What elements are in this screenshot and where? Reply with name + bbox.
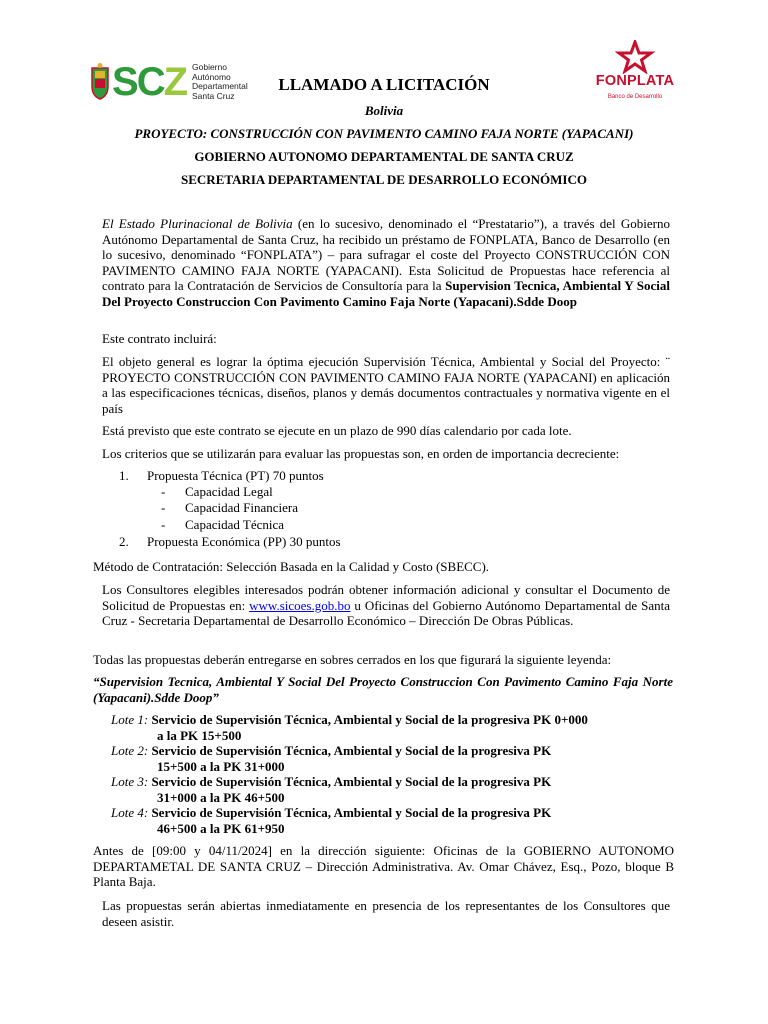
lot-label: Lote 2:: [111, 743, 149, 758]
secretariat-heading: SECRETARIA DEPARTAMENTAL DE DESARROLLO ECONÓMICO: [181, 172, 587, 187]
deadline-paragraph: Antes de [09:00 y 04/11/2024] en la dirección siguiente: Oficinas de la GOBIERNO AUTONOMO DEPARTAMETAL DE SANTA CRUZ – Dirección Administrativa. Av. Omar Chávez, Esq., Pozo, bloque B Planta Baja.: [93, 843, 674, 889]
lot-item: [111, 774, 633, 805]
sicoes-link[interactable]: www.sicoes.gob.bo: [249, 597, 351, 613]
scz-line: Gobierno: [192, 62, 227, 72]
lot-line: 31+000 a la PK 46+500: [157, 789, 285, 805]
lot-label: Lote 4:: [111, 805, 149, 820]
intro-state: El Estado Plurinacional de Bolivia: [102, 216, 293, 231]
intro-paragraph: [102, 216, 670, 309]
lot-line: 46+500 a la PK 61+950: [157, 820, 285, 836]
scz-line: Autónomo: [192, 71, 231, 82]
legend-text: “Supervision Tecnica, Ambiental Y Social Del Proyecto Construccion Con Pavimento Camino Faja Norte (Yapacani).Sdde Doop”: [93, 674, 673, 705]
consultants-after: u Oficinas del Gobierno Autónomo Departamental de Santa Cruz - Secretaria Departamental de Desarrollo Económico – Dirección De Obras Públicas.: [102, 597, 670, 628]
lot-item: [111, 805, 633, 836]
lot-label: Lote 3:: [111, 774, 149, 789]
sub-criteria-dash: -: [161, 517, 166, 532]
criteria-item: Propuesta Económica (PP) 30 puntos: [147, 534, 341, 549]
scz-line: Santa Cruz: [192, 90, 235, 101]
criteria-item: Propuesta Técnica (PT) 70 puntos: [147, 468, 324, 483]
scz-letter-c: C: [136, 60, 164, 104]
lot-item: [111, 712, 633, 743]
scz-letter-s: S: [112, 60, 137, 104]
sub-criteria-item: Capacidad Técnica: [185, 517, 285, 532]
method-paragraph: Método de Contratación: Selección Basada en la Calidad y Costo (SBECC).: [93, 559, 490, 574]
intro-text: (en lo sucesivo, denominado el “Prestatario”), a través del Gobierno Autónomo Departamental de Santa Cruz, ha recibido un préstamo de FONPLATA, Banco de Desarrollo (en lo sucesivo, denominado “FONPLATA”) – para sufragar el coste del Proyecto CONSTRUCCIÓN CON PAVIMENTO CAMINO FAJA NORTE (YAPACANI). Esta Solicitud de Propuestas hace referencia al contrato para la Contratación de Servicios de Consultoría para la: [102, 216, 670, 293]
lot-line: Servicio de Supervisión Técnica, Ambiental y Social de la progresiva PK: [151, 774, 552, 789]
lot-item: [111, 743, 633, 774]
fonplata-subtitle: Banco de Desarrollo: [607, 93, 663, 100]
consultants-paragraph: [102, 582, 670, 629]
criteria-intro: Los criterios que se utilizarán para evaluar las propuestas son, en orden de importancia decreciente:: [102, 446, 620, 461]
lot-line: a la PK 15+500: [157, 727, 242, 743]
page-title: LLAMADO A LICITACIÓN: [278, 75, 490, 94]
fonplata-name: FONPLATA: [595, 73, 675, 89]
consultants-before: Los Consultores elegibles interesados podrán obtener información adicional y consultar el Documento de Solicitud de Propuestas en:: [102, 582, 670, 613]
delivery-paragraph: Todas las propuestas deberán entregarse en sobres cerrados en los que figurará la siguiente leyenda:: [93, 652, 612, 667]
lot-label: Lote 1:: [111, 712, 149, 727]
intro-service: Supervision Tecnica, Ambiental Y Social Del Proyecto Construccion Con Pavimento Camino Faja Norte (Yapacani).Sdde Doop: [102, 278, 671, 309]
sub-criteria-dash: -: [161, 500, 166, 515]
term-paragraph: Está previsto que este contrato se ejecute en un plazo de 990 días calendario por cada lote.: [102, 423, 572, 438]
objective-paragraph: El objeto general es lograr la óptima ejecución Supervisión Técnica, Ambiental y Social del Proyecto: ¨ PROYECTO CONSTRUCCIÓN CON PAVIMENTO CAMINO FAJA NORTE (YAPACANI) en aplicación a las especificaciones técnicas, diseños, planos y demás documentos contractuales y normativa vigente en el país: [102, 354, 670, 416]
sub-criteria-item: Capacidad Financiera: [185, 500, 298, 515]
lot-line: 15+500 a la PK 31+000: [157, 758, 285, 774]
country: Bolivia: [364, 103, 404, 118]
criteria-num: 1.: [119, 468, 129, 483]
lot-line: Servicio de Supervisión Técnica, Ambiental y Social de la progresiva PK: [151, 805, 552, 820]
project-heading: PROYECTO: CONSTRUCCIÓN CON PAVIMENTO CAMINO FAJA NORTE (YAPACANI): [134, 126, 634, 141]
government-heading: GOBIERNO AUTONOMO DEPARTAMENTAL DE SANTA CRUZ: [194, 149, 574, 164]
contract-includes: Este contrato incluirá:: [102, 331, 217, 346]
opening-paragraph: Las propuestas serán abiertas inmediatamente en presencia de los representantes de los Consultores que deseen asistir.: [102, 898, 670, 929]
sub-criteria-dash: -: [161, 484, 166, 499]
scz-letter-z: Z: [163, 60, 187, 104]
lot-line: Servicio de Supervisión Técnica, Ambiental y Social de la progresiva PK 0+000: [151, 712, 588, 727]
star-icon: [615, 40, 655, 74]
scz-line: Departamental: [192, 81, 248, 91]
criteria-num: 2.: [119, 534, 129, 549]
lot-line: Servicio de Supervisión Técnica, Ambiental y Social de la progresiva PK: [151, 743, 552, 758]
sub-criteria-item: Capacidad Legal: [185, 484, 273, 499]
